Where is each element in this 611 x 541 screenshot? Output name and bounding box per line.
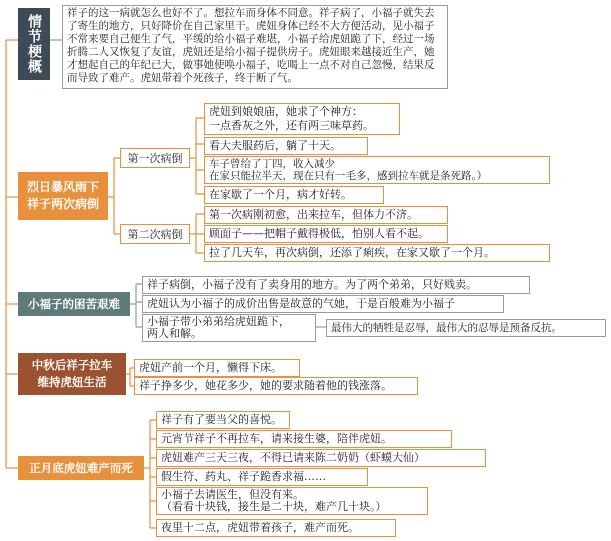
- second-illness-item: 顾面子——把帽子戴得极低，怕别人看不起。: [204, 225, 448, 243]
- death-item: 假生符、药丸、祥子跪香求福……: [156, 468, 368, 486]
- first-illness-item: 看大夫服药后，躺了十天。: [204, 137, 368, 155]
- second-illness-item: 拉了几天车，再次病倒，还添了痢疾，在家又歇了一个月。: [204, 244, 550, 262]
- group-first-illness: 第一次病倒: [120, 148, 190, 168]
- group-second-illness: 第二次病倒: [120, 224, 190, 244]
- topic-two-illnesses: [18, 172, 108, 220]
- death-item: 夜里十二点，虎妞带着孩子，难产而死。: [156, 519, 396, 537]
- xiaofuzi-item: 小福子带小弟弟给虎妞跪下， 两人和解。: [142, 314, 316, 342]
- topic-plot-summary-title: 情节梗概: [26, 14, 42, 74]
- second-illness-item: 第一次病刚初愈，出来拉车，但体力不济。: [204, 206, 448, 224]
- topic-mid-autumn-title: 中秋后祥子拉车 维持虎妞生活: [31, 358, 113, 389]
- first-illness-item: 车子曾给了丁四，收入减少 在家只能拉半天，现在只有一毛多，感到拉车就是条死路。）: [204, 156, 550, 184]
- topic-mid-autumn: [18, 353, 126, 395]
- mid-autumn-item: 祥子挣多少，她花多少，她的要求随着他的钱涨落。: [134, 377, 418, 395]
- first-illness-item: 虎妞到娘娘庙，她求了个神方： 一点香灰之外，还有两三味草药。: [204, 103, 400, 135]
- xiaofuzi-item: 虎妞认为小福子的成价出售是故意的气她，于是百般难为小福子: [142, 295, 504, 313]
- death-item: 小福子去请医生，但没有来。 （看看十块钱，接生是二十块，难产几十块。）: [156, 487, 428, 515]
- xiaofuzi-quote: 最伟大的牺牲是忍辱，最伟大的忍辱是预备反抗。: [326, 319, 606, 337]
- first-illness-item: 在家歇了一个月，病才好转。: [204, 186, 384, 204]
- death-item: 虎妞难产三天三夜，不得已请来陈二奶奶（虾蟆大仙）: [156, 449, 486, 467]
- death-item: 祥子有了要当父的喜悦。: [156, 411, 290, 429]
- topic-hu-niu-death-title: 正月底虎妞难产而死: [29, 461, 133, 475]
- topic-two-illnesses-title: 烈日暴风雨下 祥子两次病倒: [26, 180, 99, 211]
- topic-hu-niu-death: [18, 456, 144, 480]
- xiaofuzi-item: 祥子病倒，小福子没有了卖身用的地方。为了两个弟弟，只好贱卖。: [142, 276, 530, 294]
- topic-plot-summary: [18, 8, 50, 80]
- topic-xiaofuzi-title: 小福子的困苦艰难: [28, 297, 120, 311]
- mid-autumn-item: 虎妞产前一个月，懒得下床。: [134, 359, 300, 377]
- plot-summary-text: 祥子的这一病就怎么也好不了。想拉车而身体不同意。祥子病了，小福子就失去了寄生的地方，只好降价在自己家里干。虎妞身体已经不大方便活动，见小福子不常来要自己便生了气，平缓的给小福子难堪，小福子给虎妞跪了下，经过一场折腾二人又恢复了友谊，虎妞还是给小福子提供房子。虎妞眼来越接近生产，她才想起自己的年纪已大，做事她使唤小福子，吃喝上一点不对自己忽慢，结果反而导致了难产。虎妞带着个死孩子，终于断了气。: [62, 5, 448, 89]
- topic-xiaofuzi: [18, 292, 130, 316]
- death-item: 元宵节祥子不再拉车，请来接生婆，陪伴虎妞。: [156, 430, 452, 448]
